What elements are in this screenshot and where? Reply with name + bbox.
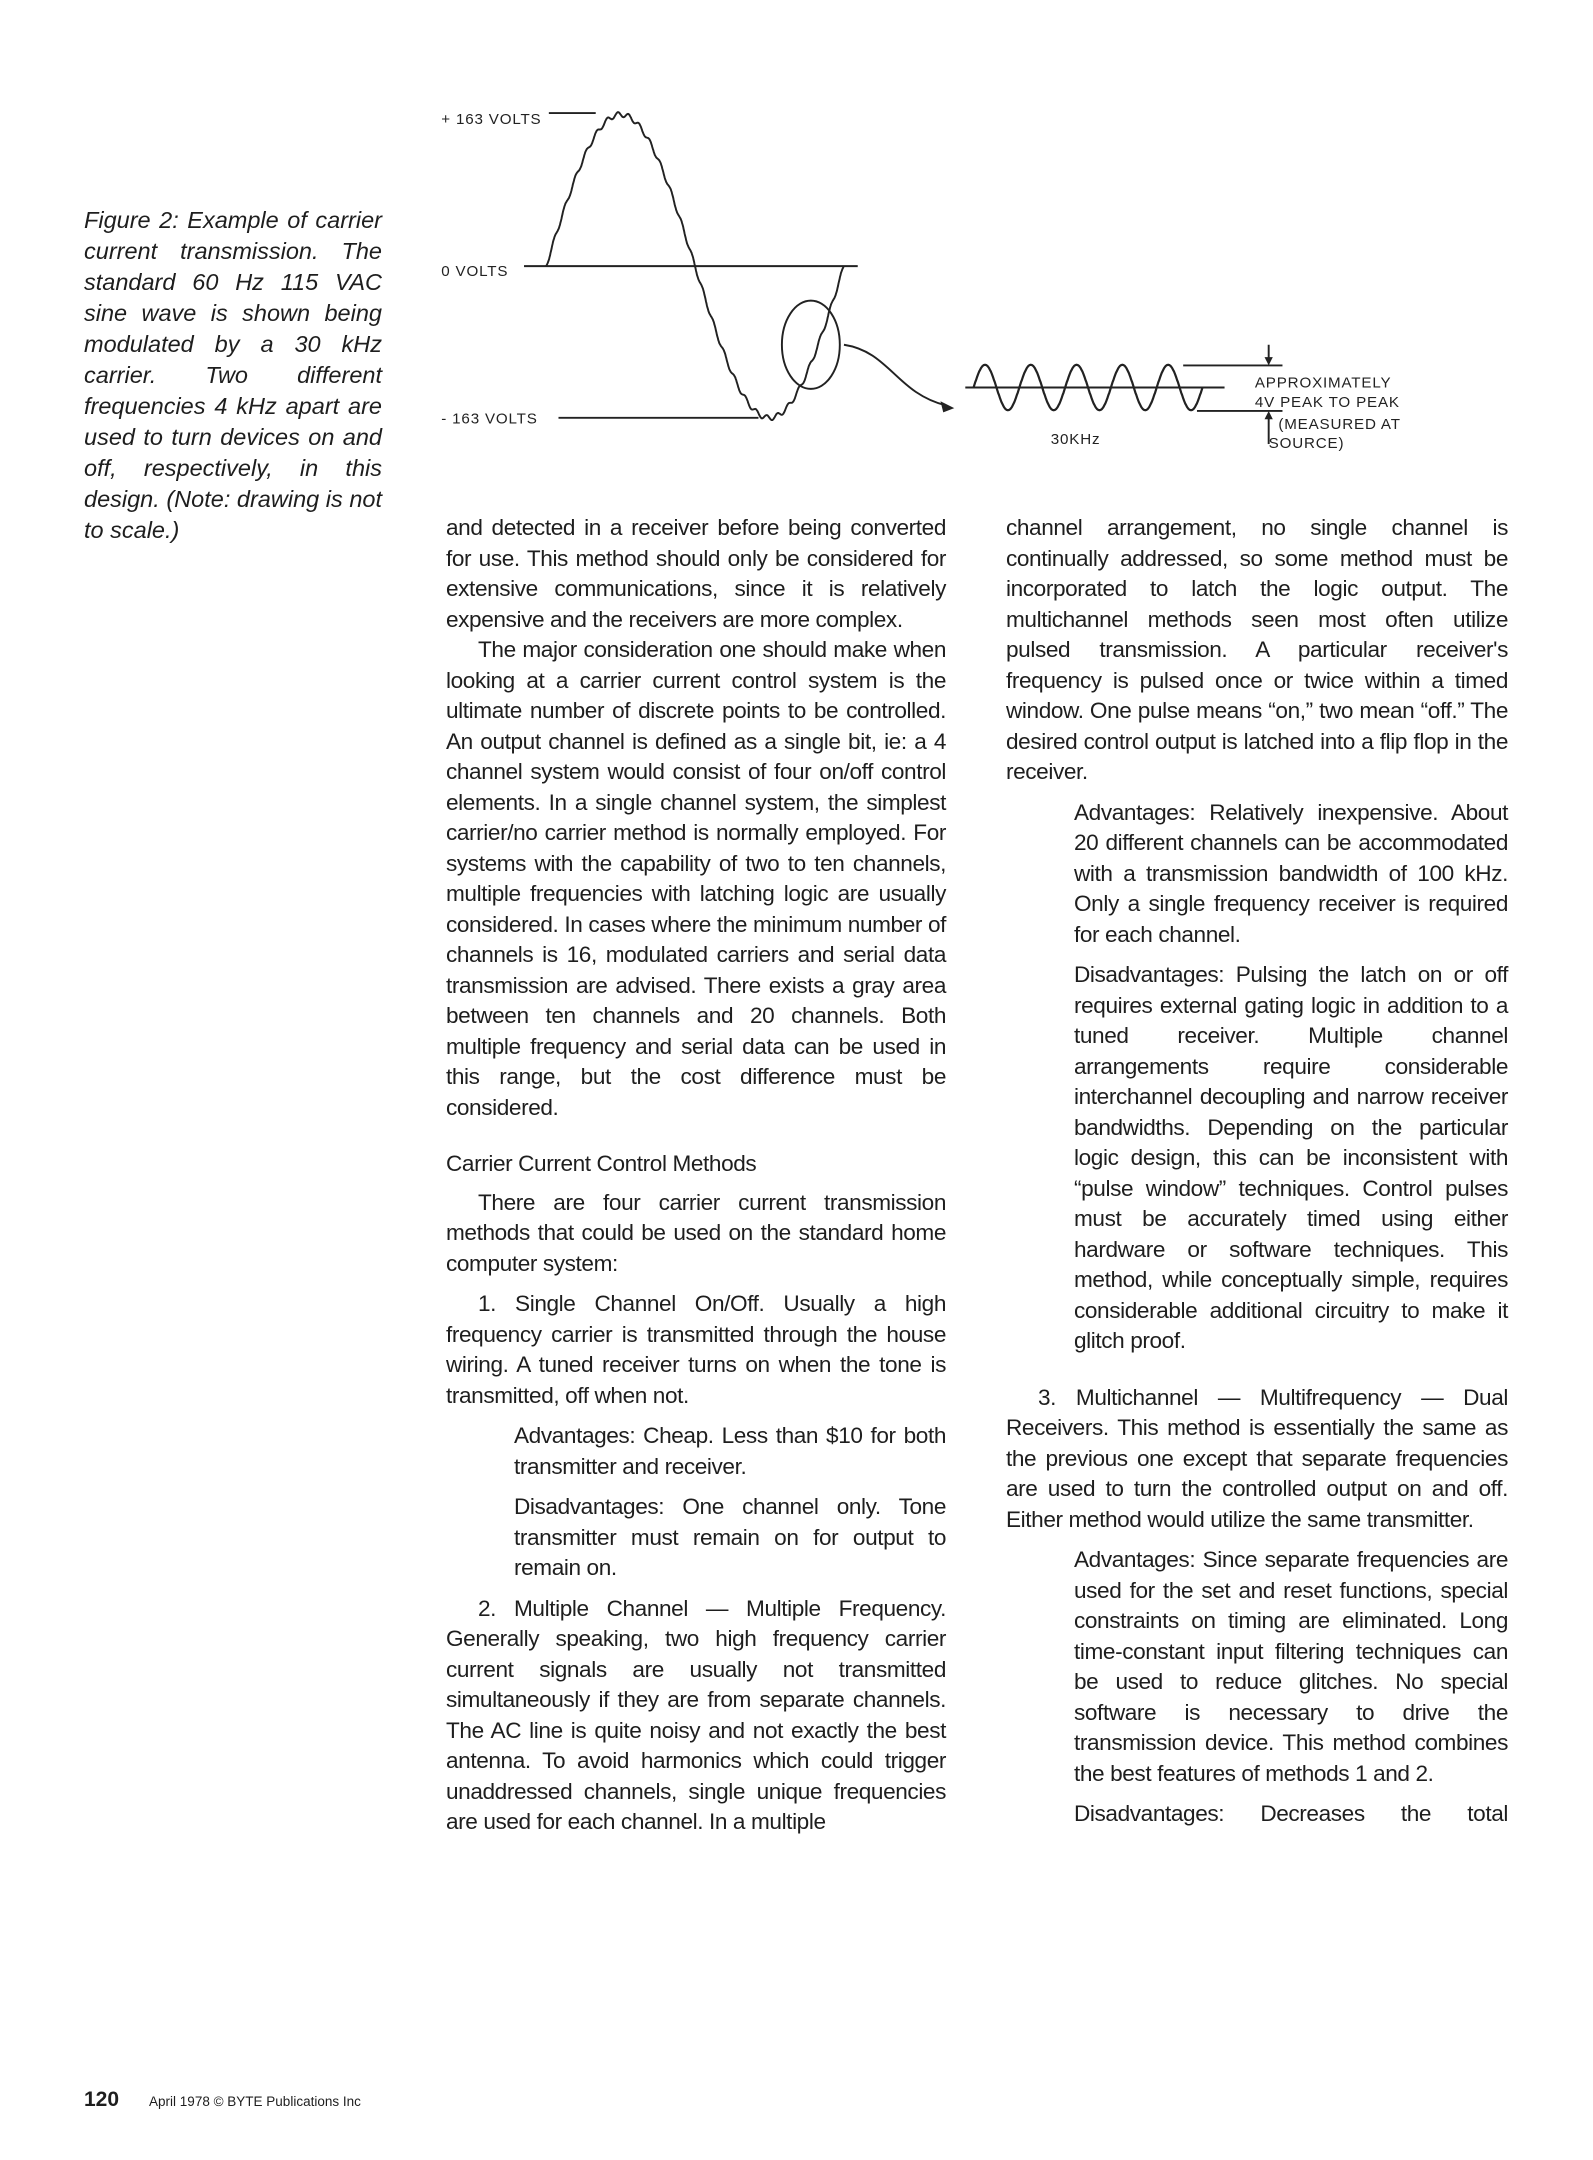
figure-caption: Figure 2: Example of carrier current transmission. The standard 60 Hz 115 VAC sine wave is shown being modulated by a 30 kHz carrier. Two different frequencies 4 kHz apart are used to turn devices on and off, respectively, in this design. (Note: drawing is not to scale.) xyxy=(84,207,382,543)
paragraph: There are four carrier current transmission methods that could be used on the standard home computer system: xyxy=(446,1189,946,1276)
label-measured-at: (MEASURED AT xyxy=(1278,415,1401,433)
article-column-right xyxy=(1006,513,1508,1830)
paragraph: 3. Multichannel — Multifrequency — Dual Receivers. This method is essentially the same as the previous one except that separate frequencies are used to turn the controlled output on and off. Either method would utilize the same transmitter. xyxy=(1006,1384,1508,1532)
paragraph: Disadvantages: Pulsing the latch on or off requires external gating logic in addition to a tuned receiver. Multiple channel arrangements require considerable interchannel decoupling and narrow receiver bandwidths. Depending on the particular logic design, this can be inconsistent with “pulse window” techniques. Control pulses must be accurately timed using either hardware or software techniques. This method, while conceptually simple, requires considerable additional circuitry to make it glitch proof. xyxy=(1074,962,1508,1353)
paragraph: and detected in a receiver before being converted for use. This method should only be considered for extensive communications, since it is relatively expensive and the receivers are more complex. xyxy=(446,515,946,632)
paragraph: Disadvantages: Decreases the total xyxy=(1074,1801,1508,1826)
figure-2-diagram xyxy=(0,0,1593,480)
magnify-circle xyxy=(782,301,840,389)
paragraph: Advantages: Cheap. Less than $10 for both transmitter and receiver. xyxy=(514,1423,946,1479)
page-number: 120 xyxy=(84,2088,120,2111)
page-footer xyxy=(84,2088,361,2112)
paragraph: 1. Single Channel On/Off. Usually a high frequency carrier is transmitted through the house wiring. A tuned receiver turns on when the tone is transmitted, off when not. xyxy=(446,1291,946,1408)
label-30khz: 30KHz xyxy=(1050,431,1101,449)
publication-credit: April 1978 © BYTE Publications Inc xyxy=(149,2094,361,2109)
article-column-left xyxy=(446,513,946,1838)
label-plus-163-volts: + 163 VOLTS xyxy=(441,111,542,129)
label-4v-peak-to-peak: 4V PEAK TO PEAK xyxy=(1254,393,1400,411)
magnify-pointer-curve xyxy=(844,345,946,406)
label-source: SOURCE) xyxy=(1268,435,1345,453)
arrowhead xyxy=(940,401,954,412)
paragraph: channel arrangement, no single channel is continually addressed, so some method must be incorporated to latch the logic output. The multichannel methods seen most often utilize pulsed transmission. A particular receiver's frequency is pulsed once or twice within a timed window. One pulse means “on,” two mean “off.” The desired control output is latched into a flip flop in the receiver. xyxy=(1006,515,1508,784)
section-heading: Carrier Current Control Methods xyxy=(446,1151,757,1176)
paragraph: Advantages: Since separate frequencies are used for the set and reset functions, special constraints on timing are eliminated. Long time-constant input filtering techniques can be used to reduce glitches. No special software is necessary to drive the transmission device. This method combines the best features of methods 1 and 2. xyxy=(1074,1547,1508,1786)
paragraph: The major consideration one should make when looking at a carrier current control system is the ultimate number of discrete points to be controlled. An output channel is defined as a single bit, ie: a 4 channel system would consist of four on/off control elements. In a single channel system, the simplest carrier/no carrier method is normally employed. For systems with the capability of two to ten channels, multiple frequencies with latching logic are usually considered. In cases where the minimum number of channels is 16, modulated carriers and serial data transmission are advised. There exists a gray area between ten channels and 20 channels. Both multiple frequency and serial data can be used in this range, but the cost difference must be considered. xyxy=(446,637,946,1120)
paragraph: 2. Multiple Channel — Multiple Frequency. Generally speaking, two high frequency carrier current signals are usually not transmitted simultaneously if they are from separate channels. The AC line is quite noisy and not exactly the best antenna. To avoid harmonics which could trigger unaddressed channels, single unique frequencies are used for each channel. In a multiple xyxy=(446,1595,946,1834)
arrow-down-icon xyxy=(1265,357,1273,365)
label-zero-volts: 0 VOLTS xyxy=(441,262,509,280)
paragraph: Advantages: Relatively inexpensive. About 20 different channels can be accommodated with a transmission bandwidth of 100 kHz. Only a single frequency receiver is required for each channel. xyxy=(1074,799,1508,947)
label-approximately: APPROXIMATELY xyxy=(1254,374,1392,392)
paragraph: Disadvantages: One channel only. Tone transmitter must remain on for output to remain on. xyxy=(514,1494,946,1580)
arrow-up-icon xyxy=(1265,411,1273,419)
label-minus-163-volts: - 163 VOLTS xyxy=(441,410,538,428)
